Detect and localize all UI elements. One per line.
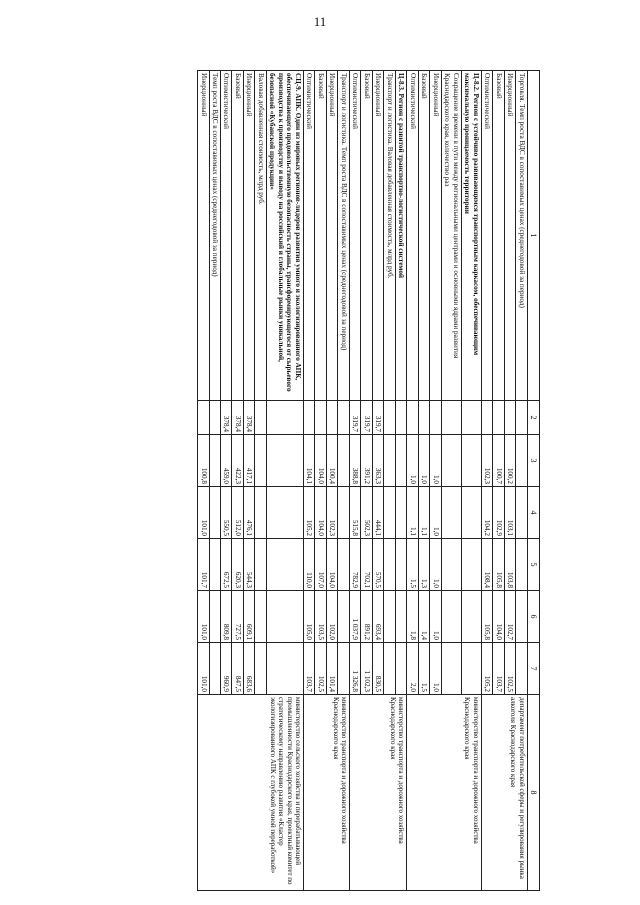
value-cell <box>315 401 326 435</box>
rotated-table-container <box>90 70 540 890</box>
indicator-label: Сокращение времени в пути между региональными центрами и основными ядрами развития Краснодарского края, количество раз <box>441 71 461 401</box>
indicator-label: Ц-8.2. Регион с устойчиво развивающимся транспортным каркасом, обеспечивающим максимальную проницаемость территории <box>461 71 481 401</box>
value-cell <box>266 643 303 695</box>
value-cell: 1 102,3 <box>361 643 372 695</box>
responsible-cell: министерство транспорта и дорожного хозяйства Краснодарского края <box>303 695 349 891</box>
responsible-cell: министерство транспорта и дорожного хозяйства Краснодарского края <box>407 695 481 891</box>
value-cell <box>384 539 395 591</box>
value-cell: 103,7 <box>493 643 504 695</box>
value-cell: 103,7 <box>303 643 314 695</box>
page-number: 11 <box>313 14 327 29</box>
value-cell: 110,0 <box>303 539 314 591</box>
value-cell: 702,1 <box>361 539 372 591</box>
value-cell: 107,0 <box>315 539 326 591</box>
value-cell: 960,9 <box>221 643 232 695</box>
value-cell <box>255 643 266 695</box>
value-cell <box>209 591 220 643</box>
value-cell <box>430 401 441 435</box>
value-cell: 502,3 <box>361 487 372 539</box>
value-cell <box>255 487 266 539</box>
value-cell: 1,0 <box>430 435 441 487</box>
value-cell: 683,6 <box>243 643 254 695</box>
value-cell <box>384 487 395 539</box>
value-cell <box>504 401 515 435</box>
indicator-label: Базовый <box>493 71 504 401</box>
value-cell: 672,5 <box>221 539 232 591</box>
value-cell <box>255 539 266 591</box>
value-cell <box>461 643 481 695</box>
indicator-label: Инерционный <box>326 71 337 401</box>
value-cell: 105,2 <box>481 643 492 695</box>
header-cell: 3 <box>527 435 539 487</box>
value-cell: 104,0 <box>315 435 326 487</box>
value-cell: 104,0 <box>315 487 326 539</box>
value-cell <box>481 401 492 435</box>
value-cell: 104,2 <box>481 487 492 539</box>
value-cell <box>303 401 314 435</box>
value-cell <box>441 401 461 435</box>
value-cell <box>395 487 406 539</box>
value-cell: 102,0 <box>326 591 337 643</box>
header-cell: 6 <box>527 591 539 643</box>
value-cell <box>516 539 527 591</box>
value-cell <box>266 591 303 643</box>
value-cell: 363,3 <box>372 435 383 487</box>
value-cell: 476,1 <box>243 487 254 539</box>
value-cell <box>255 401 266 435</box>
value-cell: 515,8 <box>349 487 360 539</box>
table-row <box>338 71 349 891</box>
value-cell: 422,3 <box>232 435 243 487</box>
value-cell <box>338 401 349 435</box>
value-cell: 1,0 <box>430 643 441 695</box>
value-cell: 809,8 <box>221 591 232 643</box>
value-cell: 102,9 <box>493 487 504 539</box>
value-cell: 319,7 <box>349 401 360 435</box>
value-cell <box>461 591 481 643</box>
value-cell: 1 326,8 <box>349 643 360 695</box>
value-cell <box>441 591 461 643</box>
table-row <box>266 71 303 891</box>
header-cell: 7 <box>527 643 539 695</box>
indicator-label: Базовый <box>232 71 243 401</box>
value-cell: 101,0 <box>198 591 209 643</box>
value-cell <box>209 435 220 487</box>
value-cell <box>493 401 504 435</box>
value-cell <box>461 487 481 539</box>
value-cell <box>384 435 395 487</box>
value-cell: 609,1 <box>243 591 254 643</box>
value-cell: 105,2 <box>303 487 314 539</box>
value-cell: 101,4 <box>326 643 337 695</box>
value-cell: 512,0 <box>232 487 243 539</box>
header-cell: 4 <box>527 487 539 539</box>
value-cell: 102,5 <box>504 643 515 695</box>
value-cell: 1,1 <box>418 487 429 539</box>
value-cell: 378,4 <box>221 401 232 435</box>
indicators-table <box>197 70 540 891</box>
value-cell: 103,5 <box>315 591 326 643</box>
indicator-label: Оптимистический <box>481 71 492 401</box>
value-cell <box>209 401 220 435</box>
value-cell: 100,4 <box>326 435 337 487</box>
value-cell: 378,4 <box>232 401 243 435</box>
value-cell <box>395 539 406 591</box>
indicator-label: Инерционный <box>430 71 441 401</box>
value-cell <box>395 591 406 643</box>
value-cell <box>395 643 406 695</box>
value-cell: 2,0 <box>407 643 418 695</box>
value-cell: 100,7 <box>493 435 504 487</box>
value-cell: 378,4 <box>243 401 254 435</box>
value-cell <box>266 435 303 487</box>
indicator-label: Торговля. Темп роста ВДС в сопоставимых ценах (среднегодовой за период) <box>516 71 527 401</box>
value-cell <box>266 401 303 435</box>
value-cell: 1,0 <box>430 487 441 539</box>
value-cell: 319,7 <box>361 401 372 435</box>
indicator-label: Инерционный <box>504 71 515 401</box>
value-cell: 103,1 <box>504 487 515 539</box>
value-cell: 727,5 <box>232 591 243 643</box>
value-cell <box>266 539 303 591</box>
value-cell <box>395 401 406 435</box>
value-cell <box>441 487 461 539</box>
indicator-label: Транспорт и логистика. Темп роста ВДС в сопоставимых ценах (среднегодовой за период) <box>338 71 349 401</box>
value-cell: 620,3 <box>232 539 243 591</box>
indicator-label: Инерционный <box>198 71 209 401</box>
value-cell: 444,1 <box>372 487 383 539</box>
indicator-label: Транспорт и логистика. Валовая добавленная стоимость, млрд руб. <box>384 71 395 401</box>
value-cell <box>255 435 266 487</box>
value-cell <box>266 487 303 539</box>
value-cell <box>255 591 266 643</box>
value-cell: 391,2 <box>361 435 372 487</box>
header-cell: 8 <box>527 695 539 891</box>
value-cell <box>209 487 220 539</box>
table-row <box>395 71 406 891</box>
value-cell <box>516 435 527 487</box>
indicator-label: Оптимистический <box>407 71 418 401</box>
indicator-label: Валовая добавленная стоимость, млрд руб. <box>255 71 266 401</box>
value-cell: 459,0 <box>221 435 232 487</box>
table-row <box>516 71 527 891</box>
value-cell <box>198 401 209 435</box>
value-cell: 102,5 <box>315 643 326 695</box>
value-cell: 570,5 <box>372 539 383 591</box>
value-cell: 1,0 <box>430 539 441 591</box>
value-cell <box>209 643 220 695</box>
responsible-cell: министерство транспорта и дорожного хозяйства Краснодарского края <box>349 695 406 891</box>
value-cell <box>441 643 461 695</box>
value-cell <box>384 401 395 435</box>
table-row <box>461 71 481 891</box>
header-cell: 1 <box>527 71 539 401</box>
indicator-label: Инерционный <box>372 71 383 401</box>
responsible-cell: департамент потребительской сферы и регулирования рынка алкоголя Краснодарского края <box>481 695 527 891</box>
value-cell <box>384 591 395 643</box>
value-cell <box>407 401 418 435</box>
value-cell <box>441 435 461 487</box>
value-cell <box>326 401 337 435</box>
value-cell: 1,0 <box>430 591 441 643</box>
value-cell: 102,7 <box>504 591 515 643</box>
value-cell <box>516 487 527 539</box>
value-cell: 100,8 <box>198 435 209 487</box>
value-cell: 100,2 <box>504 435 515 487</box>
value-cell <box>441 539 461 591</box>
indicator-label: Базовый <box>361 71 372 401</box>
value-cell: 1,5 <box>407 539 418 591</box>
value-cell <box>384 643 395 695</box>
value-cell: 1,1 <box>407 487 418 539</box>
value-cell: 319,7 <box>372 401 383 435</box>
value-cell: 108,4 <box>481 539 492 591</box>
value-cell: 1,8 <box>407 591 418 643</box>
value-cell <box>209 539 220 591</box>
header-cell: 2 <box>527 401 539 435</box>
value-cell: 544,3 <box>243 539 254 591</box>
value-cell: 103,8 <box>504 539 515 591</box>
table-header-row <box>527 71 539 891</box>
value-cell <box>338 591 349 643</box>
indicator-label: Оптимистический <box>349 71 360 401</box>
value-cell <box>516 591 527 643</box>
value-cell: 101,0 <box>198 487 209 539</box>
indicator-label: Ц-8.3. Регион с развитой транспортно-логистической системой <box>395 71 406 401</box>
value-cell: 782,9 <box>349 539 360 591</box>
value-cell: 101,7 <box>198 539 209 591</box>
value-cell: 105,8 <box>493 539 504 591</box>
value-cell: 1,4 <box>418 591 429 643</box>
table-body <box>198 71 528 891</box>
value-cell: 847,5 <box>232 643 243 695</box>
value-cell <box>516 643 527 695</box>
value-cell: 105,0 <box>303 591 314 643</box>
value-cell: 104,1 <box>303 435 314 487</box>
indicator-label: Базовый <box>315 71 326 401</box>
value-cell <box>338 643 349 695</box>
value-cell <box>461 539 481 591</box>
indicator-label: Оптимистический <box>303 71 314 401</box>
value-cell: 891,2 <box>361 591 372 643</box>
value-cell: 102,3 <box>326 487 337 539</box>
value-cell: 830,5 <box>372 643 383 695</box>
indicator-label: Инерционный <box>243 71 254 401</box>
indicator-label: Базовый <box>418 71 429 401</box>
value-cell: 102,3 <box>481 435 492 487</box>
indicator-label: Оптимистический <box>221 71 232 401</box>
value-cell: 101,0 <box>198 643 209 695</box>
value-cell <box>516 401 527 435</box>
value-cell: 105,8 <box>481 591 492 643</box>
header-cell: 5 <box>527 539 539 591</box>
responsible-cell: министерство сельского хозяйства и перерабатывающей промышленности Краснодарского края, проектный комитет по стратегическому направлению развития «Кластер экологизированного АПК с глубокой умной переработкой» <box>198 695 304 891</box>
value-cell <box>461 401 481 435</box>
value-cell <box>395 435 406 487</box>
value-cell <box>338 487 349 539</box>
value-cell: 1,0 <box>407 435 418 487</box>
value-cell <box>338 539 349 591</box>
value-cell: 550,5 <box>221 487 232 539</box>
indicator-label: СЦ-9. АПК. Один из мировых регионов-лидеров развития умного и экологизированного АПК, обеспечивающего продовольственную безопасность страны, трансформирующегося от сырьевого производства к производству и выводу на российский и глобальные рынки уникальной, безопасной «Кубанской продукции» <box>266 71 303 401</box>
value-cell <box>461 435 481 487</box>
value-cell <box>418 401 429 435</box>
value-cell: 104,0 <box>493 591 504 643</box>
value-cell <box>338 435 349 487</box>
value-cell: 388,8 <box>349 435 360 487</box>
value-cell: 1,0 <box>418 435 429 487</box>
indicator-label: Темп роста ВДС в сопоставимых ценах (среднегодовой за период) <box>209 71 220 401</box>
value-cell: 104,0 <box>326 539 337 591</box>
value-cell: 417,1 <box>243 435 254 487</box>
value-cell: 1,3 <box>418 539 429 591</box>
value-cell: 1 037,9 <box>349 591 360 643</box>
value-cell: 693,4 <box>372 591 383 643</box>
value-cell: 1,5 <box>418 643 429 695</box>
